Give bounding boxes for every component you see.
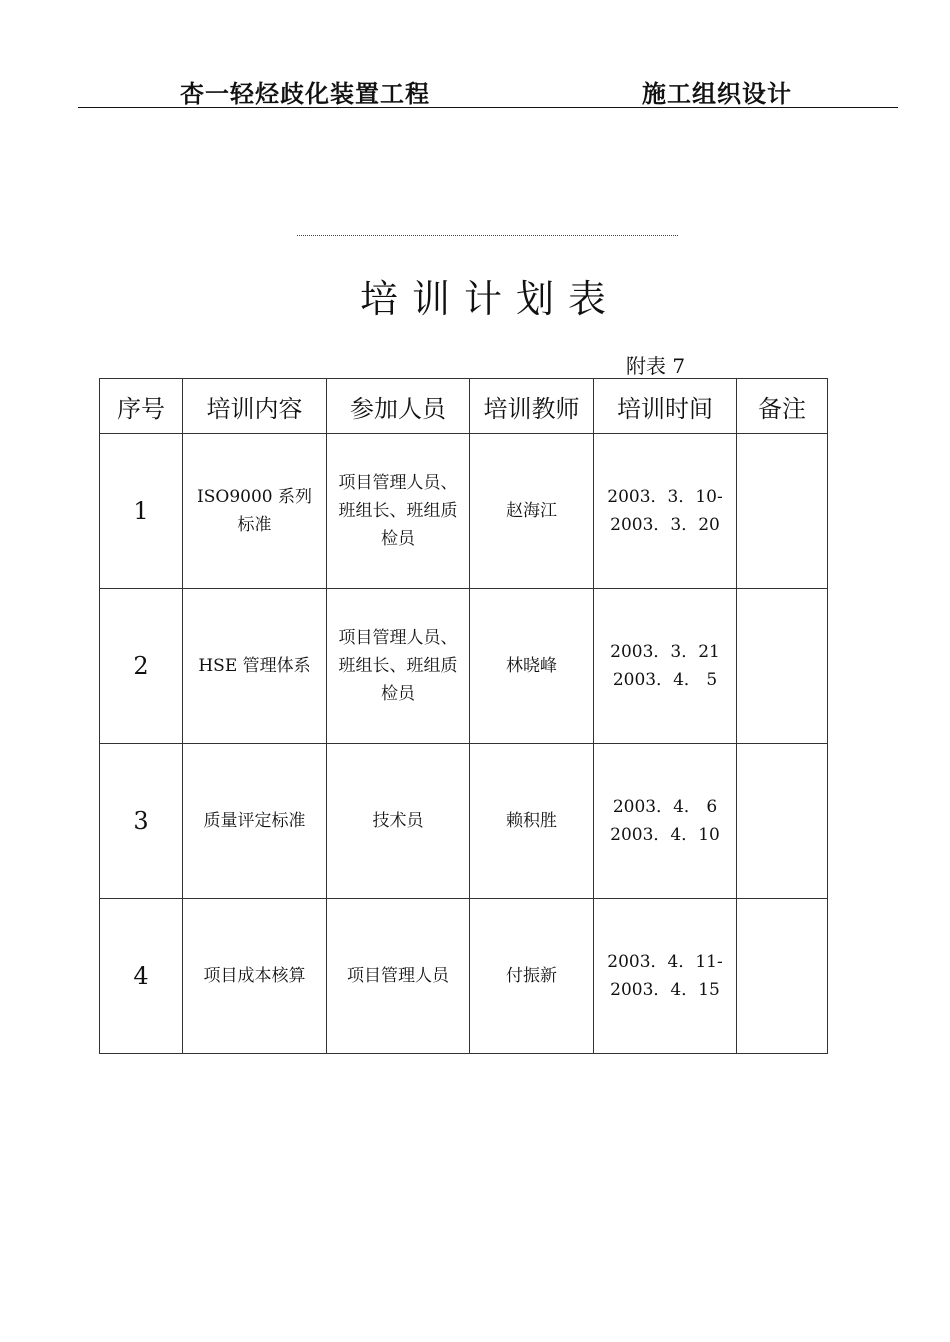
time-start: 2003．4． 6 (612, 797, 718, 817)
header-time: 培训时间 (594, 379, 737, 434)
cell-time (594, 589, 737, 744)
cell-content: 项目成本核算 (183, 899, 327, 1054)
time-start: 2003．3．10- (607, 487, 723, 507)
header-teacher: 培训教师 (470, 379, 594, 434)
cell-remark (737, 899, 828, 1054)
time-end: 2003．3．20 (610, 515, 720, 535)
header-divider (78, 107, 898, 108)
cell-seq: 2 (100, 589, 183, 744)
cell-participants: 项目管理人员 (327, 899, 470, 1054)
cell-time (594, 434, 737, 589)
time-end: 2003．4．10 (610, 825, 720, 845)
cell-teacher: 林晓峰 (470, 589, 594, 744)
cell-content: ISO9000 系列标准 (183, 434, 327, 589)
header-project-name: 杏一轻烃歧化装置工程 (180, 80, 430, 108)
cell-remark (737, 744, 828, 899)
table-header-row (100, 379, 828, 434)
cell-time (594, 899, 737, 1054)
table-row (100, 744, 828, 899)
cell-teacher: 赖积胜 (470, 744, 594, 899)
cell-content: HSE 管理体系 (183, 589, 327, 744)
cell-seq: 1 (100, 434, 183, 589)
cell-teacher: 付振新 (470, 899, 594, 1054)
table-row (100, 899, 828, 1054)
cell-participants: 项目管理人员、班组长、班组质检员 (327, 434, 470, 589)
table-row (100, 434, 828, 589)
header-doc-type: 施工组织设计 (642, 80, 792, 108)
cell-time (594, 744, 737, 899)
table-row (100, 589, 828, 744)
time-end: 2003．4．15 (610, 980, 720, 1000)
header-seq: 序号 (100, 379, 183, 434)
dotted-divider (297, 235, 678, 236)
cell-teacher: 赵海江 (470, 434, 594, 589)
cell-remark (737, 434, 828, 589)
time-start: 2003．4．11- (607, 952, 723, 972)
cell-participants: 技术员 (327, 744, 470, 899)
appendix-label: 附表 7 (626, 354, 686, 378)
cell-seq: 4 (100, 899, 183, 1054)
cell-remark (737, 589, 828, 744)
training-plan-table (99, 378, 828, 1054)
time-end: 2003．4． 5 (612, 670, 718, 690)
header-remark: 备注 (737, 379, 828, 434)
page-title: 培训计划表 (359, 277, 620, 321)
time-start: 2003．3．21 (610, 642, 720, 662)
header-content: 培训内容 (183, 379, 327, 434)
cell-content: 质量评定标准 (183, 744, 327, 899)
cell-participants: 项目管理人员、班组长、班组质检员 (327, 589, 470, 744)
header-participants: 参加人员 (327, 379, 470, 434)
cell-seq: 3 (100, 744, 183, 899)
